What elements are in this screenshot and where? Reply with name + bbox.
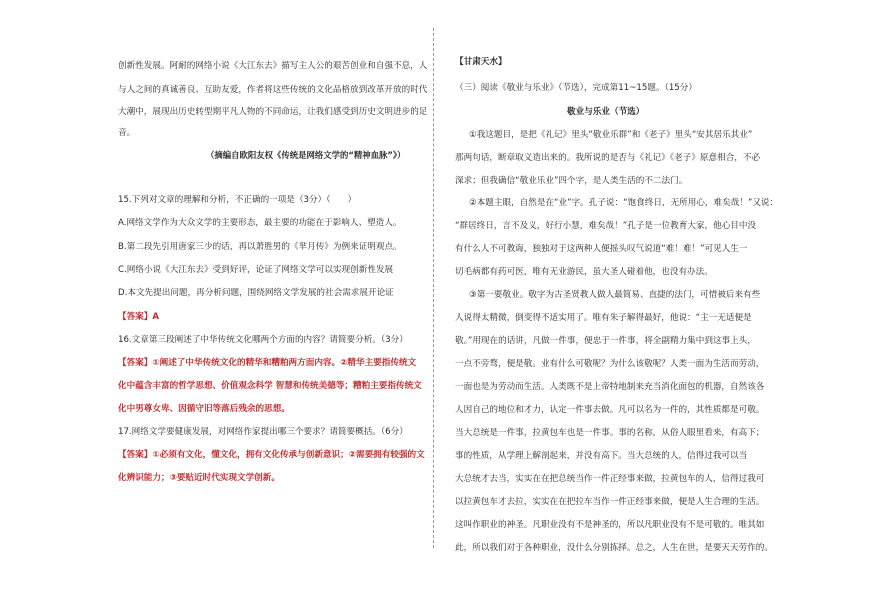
passage-title: 敬业与乐业（节选） bbox=[567, 107, 645, 117]
passage-line: 人因自己的地位和才力，认定一件事去做。凡可以名为一件的，其性质都是可敬。 bbox=[455, 405, 765, 415]
passage-line: 大总统才去当，实实在在把总统当作一件正经事来做，拉黄包车的人，信得过我可 bbox=[455, 474, 765, 484]
passage-line: 这叫作职业的神圣。凡职业没有不是神圣的，所以凡职业没有不是可敬的。唯其如 bbox=[455, 520, 765, 530]
passage-line: ②本题主眼，自然是在“业”字。孔子说：“饱食终日，无所用心，难矣哉！”又说： bbox=[469, 198, 779, 208]
passage-line: 创新性发展。阿耐的网络小说《大江东去》描写主人公的艰苦创业和自强不息，人 bbox=[118, 61, 428, 71]
question-15-stem: 15.下列对文章的理解和分析，不正确的一项是（3分）（ ） bbox=[118, 195, 357, 205]
question-17-answer-line: 【答案】①必须有文化，懂文化，拥有文化传承与创新意识；②需要拥有较强的文 bbox=[118, 450, 425, 460]
source-citation: （摘编自欧阳友权《传统是网络文学的“精神血脉”》） bbox=[206, 150, 406, 160]
question-16-answer-line: 化中男尊女卑、因循守旧等落后残余的思想。 bbox=[118, 404, 290, 414]
passage-line: 当大总统是一件事，拉黄包车也是一件事。事的名称，从俗人眼里看来，有高下； bbox=[455, 428, 765, 438]
question-15-answer: 【答案】A bbox=[118, 312, 160, 322]
passage-line: ③第一要敬业。敬字为古圣贤教人做人最简易、直捷的法门，可惜被后来有些 bbox=[469, 290, 761, 300]
section-intro: （三）阅读《敬业与乐业》（节选），完成第11~15题。（15分） bbox=[455, 83, 697, 93]
question-17-answer-line: 化辨识能力；③要贴近时代实现文学创新。 bbox=[118, 473, 280, 483]
question-15-option-c: C.网络小说《大江东去》受到好评，论证了网络文学可以实现创新性发展 bbox=[118, 265, 394, 275]
passage-line: 切毛病都有药可医，唯有无业游民，虽大圣人碰着他，也没有办法。 bbox=[455, 267, 713, 277]
passage-line: 有什么人不可教诲，独独对于这两种人便摇头叹气说道“难！难！”可见人生一 bbox=[455, 244, 748, 254]
question-15-option-a: A.网络文学作为大众文学的主要形态，最主要的功能在于影响人、塑造人。 bbox=[118, 218, 402, 228]
question-16-answer-line: 【答案】①阐述了中华传统文化的精华和糟粕两方面内容。②精华主要指传统文 bbox=[118, 358, 417, 368]
passage-line: 人说得太精微，倒变得不适实用了。唯有朱子解得最好，他说：“主一无适便是 bbox=[455, 313, 752, 323]
question-15-option-b: B.第二段先引用唐家三少的话，再以萧胜男的《芈月传》为例来证明观点。 bbox=[118, 242, 402, 252]
question-15-option-d: D.本文先提出问题，再分析问题，围绕网络文学发展的社会需求展开论证 bbox=[118, 288, 394, 298]
passage-line: 事的性质，从学理上解剖起来，并没有高下。当大总统的人，信得过我可以当 bbox=[455, 451, 748, 461]
passage-line: 音。 bbox=[118, 128, 136, 138]
passage-line: 一面也是为劳动而生活。人类既不是上帝特地制来充当消化面包的机器，自然该各 bbox=[455, 382, 765, 392]
section-tag: 【甘肃天水】 bbox=[455, 57, 507, 67]
question-16-answer-line: 化中蕴含丰富的哲学思想、价值观念科学 智慧和传统美德等；糟粕主要指传统文 bbox=[118, 381, 422, 391]
passage-line: ①我这题目，是把《礼记》里头“敬业乐群”和《老子》里头“安其居乐其业” bbox=[469, 130, 753, 140]
passage-line: 此，所以我们对于各种职业，没什么分别拣择。总之，人生在世，是要天天劳作的。 bbox=[455, 543, 773, 553]
passage-line: 深求；但我确信“敬业乐业”四个字，是人类生活的不二法门。 bbox=[455, 176, 688, 186]
question-17-stem: 17.网络文学要健康发展，对网络作家提出哪三个要求？请简要概括。（6分） bbox=[118, 427, 408, 437]
passage-line: 一点不旁骛，便是敬。业有什么可敬呢？为什么该敬呢？人类一面为生活而劳动， bbox=[455, 359, 765, 369]
passage-line: 以拉黄包车才去拉，实实在在把拉车当作一件正经事来做，便是人生合理的生活。 bbox=[455, 497, 765, 507]
question-16-stem: 16.文章第三段阐述了中华传统文化哪两个方面的内容？请简要分析。（3分） bbox=[118, 335, 408, 345]
passage-line: 与人之间的真诚善良、互助友爱，作者将这些传统的文化品格放到改革开放的时代 bbox=[118, 85, 428, 95]
column-divider bbox=[433, 28, 434, 548]
passage-line: 敬。”用现在的话讲，凡做一件事，便忠于一件事，将全副精力集中到这事上头， bbox=[455, 336, 756, 346]
passage-line: 那两句话，断章取义造出来的。我所说的是否与《礼记》《老子》原意相合，不必 bbox=[455, 153, 761, 163]
passage-line: 大潮中，展现出历史转型期平凡人物的不同命运，让我们感受到历史文明进步的足 bbox=[118, 107, 428, 117]
passage-line: “群居终日，言不及义，好行小慧，难矣哉！”孔子是一位教育大家，他心目中没 bbox=[455, 221, 757, 231]
